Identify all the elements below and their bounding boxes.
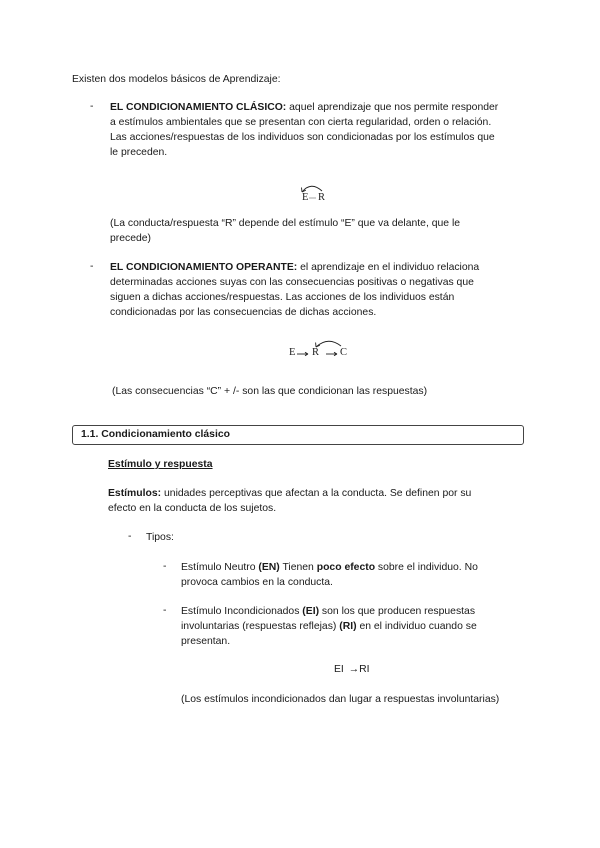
section-heading: 1.1. Condicionamiento clásico <box>81 429 230 440</box>
classical-line-4: le preceden. <box>110 147 168 158</box>
bullet-dash: - <box>163 561 167 572</box>
unconditioned-abbr: (EI) <box>302 606 320 617</box>
definition-line-1 <box>108 487 471 501</box>
neutral-mid: Tienen <box>279 562 317 573</box>
classical-line-2: a estímulos ambientales que se presentan con cierta regularidad, orden o relación. <box>110 117 492 128</box>
operant-title: EL CONDICIONAMIENTO OPERANTE: <box>110 262 298 273</box>
operant-line-1-rest: el aprendizaje en el individuo relaciona <box>297 262 480 273</box>
diagram-r: R <box>312 347 320 358</box>
bullet-dash: - <box>90 101 94 112</box>
operant-line-1 <box>110 261 479 275</box>
unconditioned-line-2 <box>181 620 477 634</box>
classical-note-1: (La conducta/respuesta “R” depende del estímulo “E” que va delante, que le <box>110 218 461 229</box>
neutral-line-1 <box>181 561 478 575</box>
bullet-dash: - <box>163 605 167 616</box>
bullet-dash: - <box>90 261 94 272</box>
unconditioned-prefix: Estímulo Incondicionados <box>181 606 303 617</box>
unconditioned-line-2-abbr: (RI) <box>339 621 357 632</box>
neutral-abbr: (EN) <box>258 562 280 573</box>
definition-title: Estímulos: <box>108 488 162 499</box>
operant-line-2: determinadas acciones suyas con las consecuencias positivas o negativas que <box>110 277 474 288</box>
operant-note: (Las consecuencias “C” + /- son las que condicionan las respuestas) <box>112 386 428 397</box>
classical-title: EL CONDICIONAMIENTO CLÁSICO: <box>110 102 287 113</box>
neutral-prefix: Estímulo Neutro <box>181 562 259 573</box>
diagram-c: C <box>340 347 348 358</box>
types-label: Tipos: <box>146 532 174 543</box>
operant-diagram <box>286 336 356 362</box>
operant-line-4: condicionadas por las consecuencias de dichas acciones. <box>110 307 377 318</box>
unconditioned-line-3: presentan. <box>181 636 231 647</box>
formula-arrow: → <box>348 664 360 675</box>
operant-line-3: siguen a dichas acciones/respuestas. Las acciones de los individuos están <box>110 292 455 303</box>
definition-line-1-rest: unidades perceptivas que afectan a la conducta. Se definen por su <box>161 488 472 499</box>
definition-line-2: efecto en la conducta de los sujetos. <box>108 503 277 514</box>
diagram-e: E <box>289 347 296 358</box>
formula-right: RI <box>359 664 370 675</box>
bullet-dash: - <box>128 531 132 542</box>
formula-left: EI <box>334 664 344 675</box>
intro-text: Existen dos modelos básicos de Aprendizaje: <box>72 74 281 85</box>
diagram-r: R <box>318 192 326 203</box>
unconditioned-line-1 <box>181 605 475 619</box>
section-heading-box <box>72 425 524 445</box>
neutral-emph: poco efecto <box>316 562 376 573</box>
unconditioned-line-2-prefix: involuntarias (respuestas reflejas) <box>181 621 340 632</box>
neutral-line-2: provoca cambios en la conducta. <box>181 577 333 588</box>
subheading: Estímulo y respuesta <box>108 459 213 470</box>
classical-line-1 <box>110 101 498 115</box>
classical-line-3: Las acciones/respuestas de los individuos son condicionadas por los estímulos que <box>110 132 495 143</box>
diagram-e: E <box>302 192 309 203</box>
unconditioned-line-2-rest: en el individuo cuando se <box>356 621 477 632</box>
classical-diagram <box>296 180 336 208</box>
unconditioned-rest: son los que producen respuestas <box>319 606 476 617</box>
ei-ri-formula <box>334 663 370 677</box>
neutral-rest: sobre el individuo. No <box>375 562 478 573</box>
classical-line-1-rest: aquel aprendizaje que nos permite responder <box>286 102 499 113</box>
classical-note-2: precede) <box>110 233 152 244</box>
unconditioned-note: (Los estímulos incondicionados dan lugar a respuestas involuntarias) <box>181 694 500 705</box>
